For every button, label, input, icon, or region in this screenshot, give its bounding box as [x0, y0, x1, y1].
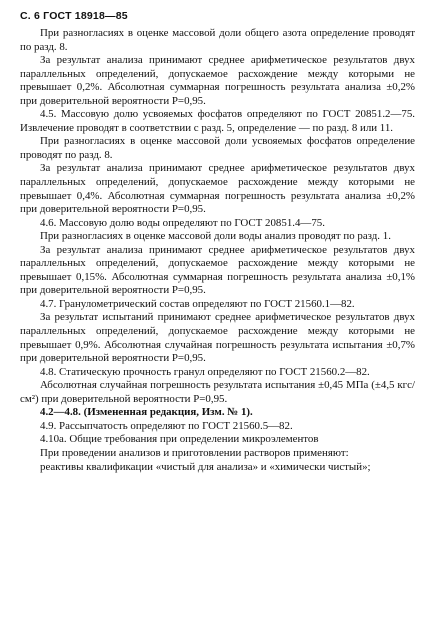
paragraph: За результат анализа принимают среднее арифметическое результатов двух параллельных определений, допускаемое расхождение между которыми не превышает 0,2%. Абсолютная суммарная погрешность результата анализа ±0,2% при доверительной вероятности P=0,95.	[20, 54, 415, 107]
paragraph: При разногласиях в оценке массовой доли общего азота определение проводят по разд. 8.	[20, 27, 415, 53]
paragraph: 4.10а. Общие требования при определении микроэлементов	[40, 433, 319, 446]
paragraph: При разногласиях в оценке массовой доли усвояемых фосфатов определение проводят по разд. 8.	[20, 135, 415, 161]
paragraph: 4.9. Рассыпчатость определяют по ГОСТ 21560.5—82.	[40, 419, 293, 432]
paragraph: 4.6. Массовую долю воды определяют по ГОСТ 20851.4—75.	[40, 216, 325, 229]
paragraph: 4.2—4.8. (Измененная редакция, Изм. № 1).	[40, 406, 253, 419]
paragraph: За результат анализа принимают среднее арифметическое результатов двух параллельных определений, допускаемое расхождение между которыми не превышает 0,4%. Абсолютная суммарная погрешность результата анализа ±0,2% при доверительной вероятности P=0,95.	[20, 162, 415, 216]
paragraph: 4.5. Массовую долю усвояемых фосфатов определяют по ГОСТ 20851.2—75. Извлечение проводят в соответствии с разд. 5, определение — по разд. 8 или 11.	[20, 108, 415, 134]
paragraph: При разногласиях в оценке массовой доли воды анализ проводят по разд. 1.	[40, 230, 391, 243]
paragraph: 4.7. Гранулометрический состав определяют по ГОСТ 21560.1—82.	[40, 297, 355, 310]
paragraph: Абсолютная случайная погрешность результата испытания ±0,45 МПа (±4,5 кгс/см²) при доверительной вероятности P=0,95.	[20, 379, 415, 405]
paragraph: При проведении анализов и приготовлении растворов применяют:	[40, 446, 349, 459]
document-body	[20, 27, 415, 474]
paragraph: За результат испытаний принимают среднее арифметическое результатов двух параллельных определений, допускаемое расхождение между которыми не превышает 0,9%. Абсолютная случайная погрешность результата испытания ±0,7% при доверительной вероятности P=0,95.	[20, 311, 415, 365]
page-header: С. 6 ГОСТ 18918—85	[20, 10, 128, 22]
paragraph: реактивы квалификации «чистый для анализа» и «химически чистый»;	[40, 460, 371, 473]
paragraph: За результат анализа принимают среднее арифметическое результатов двух параллельных определений, допускаемое расхождение между которыми не превышает 0,15%. Абсолютная суммарная погрешность результата анализа ±0,1% при доверительной вероятности P=0,95.	[20, 243, 415, 297]
paragraph: 4.8. Статическую прочность гранул определяют по ГОСТ 21560.2—82.	[40, 365, 370, 378]
